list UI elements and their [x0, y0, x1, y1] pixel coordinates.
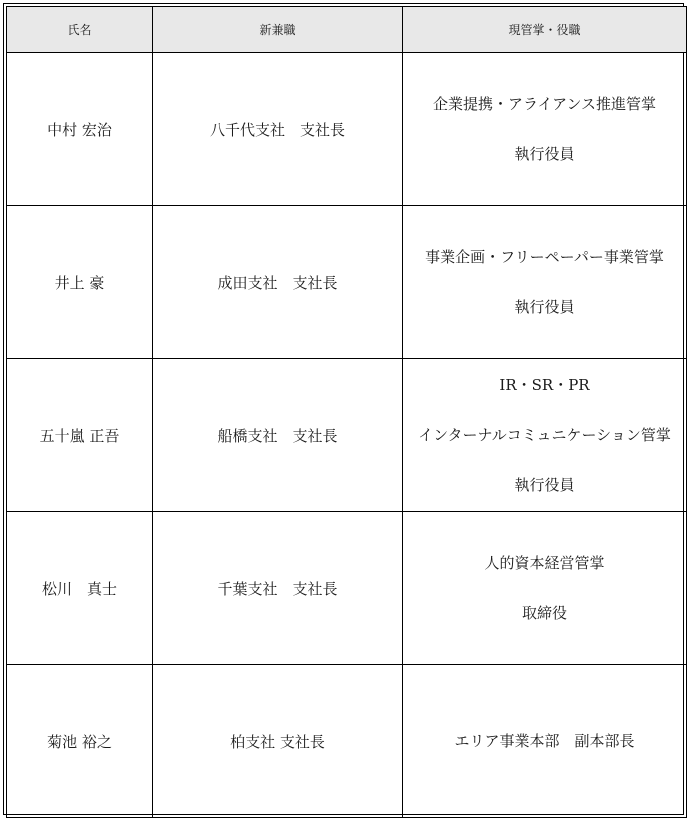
role-line: 取締役 — [521, 604, 567, 622]
cell-current-role — [403, 53, 687, 206]
header-new-post: 新兼職 — [153, 7, 403, 53]
role-line: 執行役員 — [514, 145, 575, 163]
table-row — [7, 665, 687, 818]
role-line: 企業提携・アライアンス推進管掌 — [432, 95, 657, 113]
role-line: インターナルコミュニケーション管掌 — [418, 426, 671, 444]
table-row — [7, 206, 687, 359]
table-row — [7, 512, 687, 665]
cell-new-post: 柏支社 支社長 — [153, 665, 403, 818]
cell-current-role — [403, 512, 687, 665]
header-current-role: 現管掌・役職 — [403, 7, 687, 53]
cell-new-post: 八千代支社 支社長 — [153, 53, 403, 206]
cell-name: 井上 豪 — [7, 206, 153, 359]
role-line: エリア事業本部 副本部長 — [454, 732, 635, 750]
role-line: 執行役員 — [514, 476, 575, 494]
header-row — [7, 7, 687, 53]
cell-new-post: 船橋支社 支社長 — [153, 359, 403, 512]
header-name: 氏名 — [7, 7, 153, 53]
table-row — [7, 359, 687, 512]
cell-current-role — [403, 206, 687, 359]
cell-name: 中村 宏治 — [7, 53, 153, 206]
role-line: 事業企画・フリーペーパー事業管掌 — [425, 248, 664, 266]
role-line: IR・SR・PR — [499, 376, 590, 394]
cell-current-role — [403, 359, 687, 512]
cell-name: 松川 真士 — [7, 512, 153, 665]
cell-new-post: 成田支社 支社長 — [153, 206, 403, 359]
cell-name: 五十嵐 正吾 — [7, 359, 153, 512]
cell-new-post: 千葉支社 支社長 — [153, 512, 403, 665]
role-line: 人的資本経営管掌 — [484, 554, 605, 572]
personnel-table — [6, 6, 687, 818]
cell-name: 菊池 裕之 — [7, 665, 153, 818]
cell-current-role — [403, 665, 687, 818]
role-line: 執行役員 — [514, 298, 575, 316]
table-row — [7, 53, 687, 206]
